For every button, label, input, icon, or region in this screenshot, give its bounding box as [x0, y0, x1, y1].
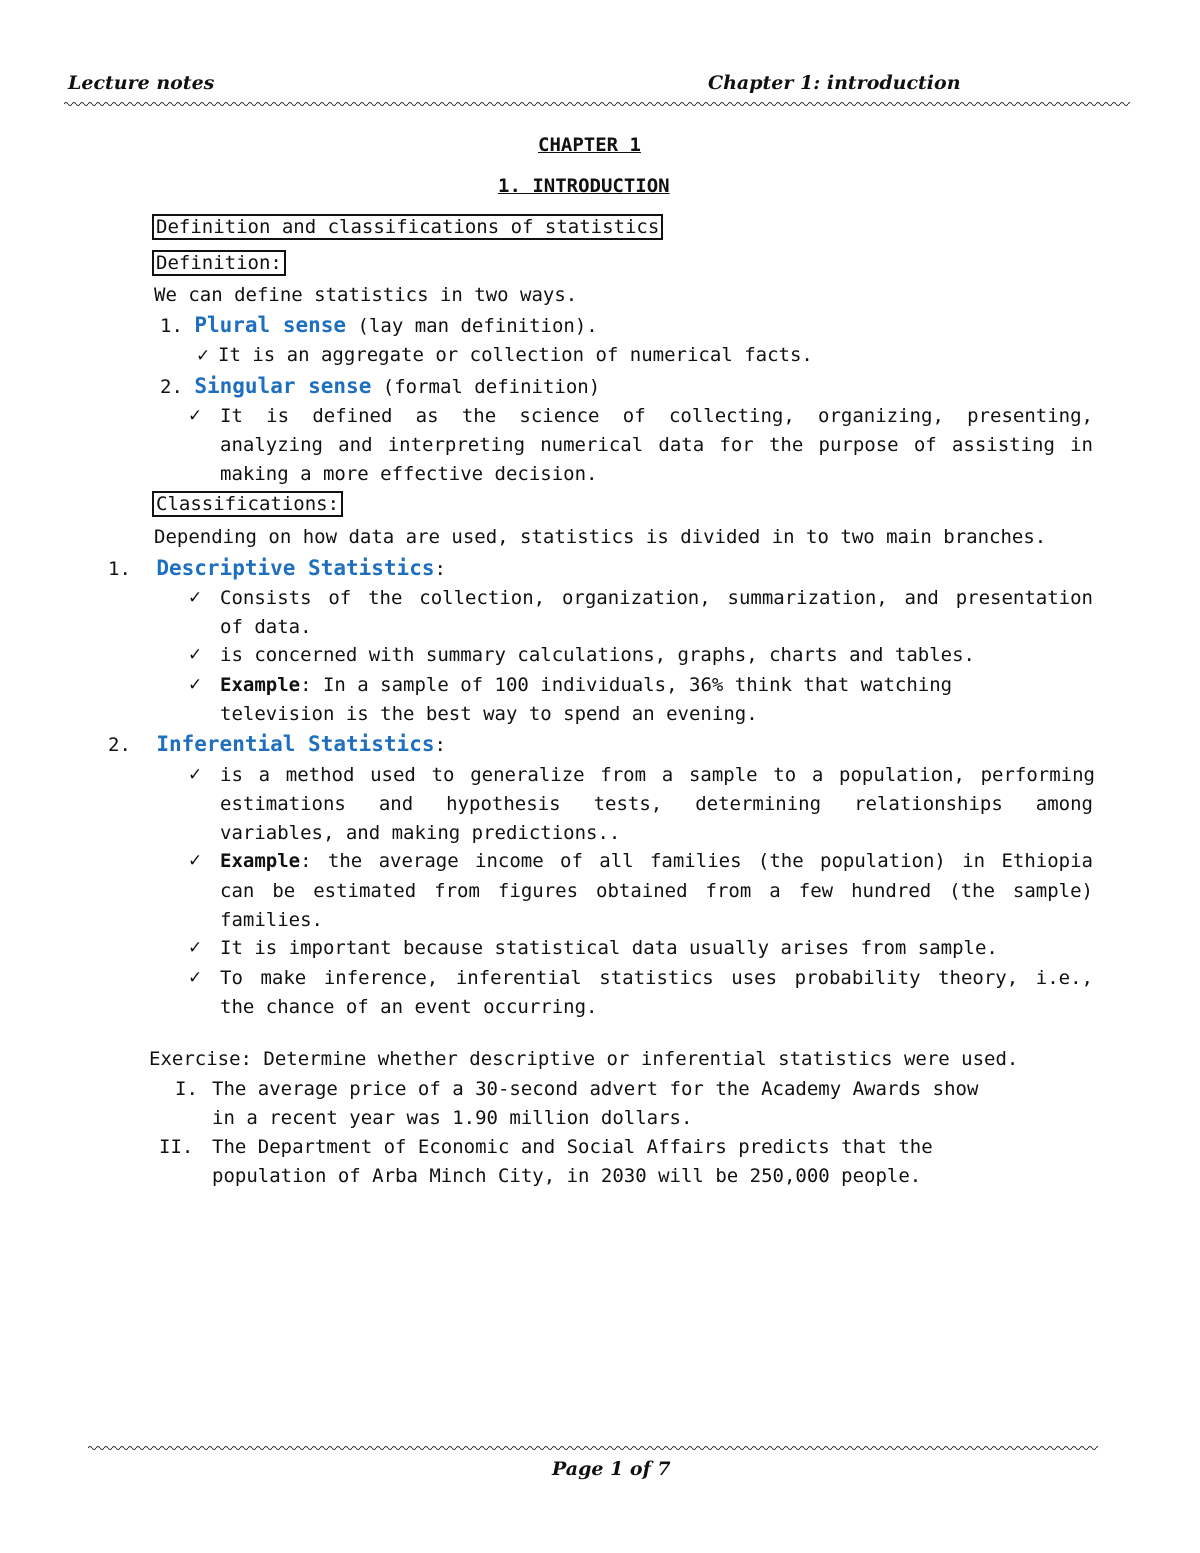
- check-icon: ✓: [188, 765, 203, 785]
- inferential-example-label: Example: [220, 850, 301, 872]
- descriptive-b2: is concerned with summary calculations, graphs, charts and tables.: [220, 644, 975, 666]
- singular-bullet-line-1: It is defined as the science of collecting, organizing, presenting,: [220, 405, 1093, 427]
- check-icon: ✓: [188, 645, 203, 665]
- section-title: 1. INTRODUCTION: [498, 175, 670, 197]
- inferential-b1-line-2: estimations and hypothesis tests, determining relationships among: [220, 793, 1093, 815]
- plural-bullet: [196, 344, 813, 366]
- exercise-ii-line-2: population of Arba Minch City, in 2030 will be 250,000 people.: [212, 1165, 922, 1187]
- inferential-b2-text: : the average income of all families (the population) in Ethiopia: [300, 850, 1093, 872]
- descriptive-heading: [108, 556, 446, 580]
- inferential-b2-line-2: can be estimated from figures obtained from a few hundred (the sample): [220, 880, 1093, 902]
- descriptive-b3-line-1: [220, 674, 952, 696]
- inferential-b4-line-1: To make inference, inferential statistics uses probability theory, i.e.,: [220, 967, 1093, 989]
- singular-num: 2.: [160, 376, 183, 398]
- descriptive-example-label: Example: [220, 674, 301, 696]
- inferential-b1-line-3: variables, and making predictions..: [220, 822, 621, 844]
- check-icon: ✓: [188, 851, 203, 871]
- exercise-i-line-2: in a recent year was 1.90 million dollars.: [212, 1107, 693, 1129]
- check-icon: ✓: [188, 968, 203, 988]
- header-left: Lecture notes: [68, 72, 215, 94]
- inferential-b2-line-3: families.: [220, 909, 323, 931]
- singular-rest: (formal definition): [371, 376, 601, 398]
- descriptive-term: Descriptive Statistics: [156, 556, 435, 580]
- page-number: Page 1 of 7: [552, 1458, 671, 1480]
- inferential-b1-line-1: is a method used to generalize from a sample to a population, performing: [220, 764, 1095, 786]
- descriptive-b3-line-2: television is the best way to spend an evening.: [220, 703, 758, 725]
- classifications-heading: Classifications:: [152, 491, 343, 517]
- inferential-term: Inferential Statistics: [156, 732, 435, 756]
- plural-bullet-text: It is an aggregate or collection of numerical facts.: [218, 344, 813, 366]
- definitions-box-heading: Definition and classifications of statistics: [152, 214, 663, 240]
- singular-sense-line: [160, 374, 600, 398]
- plural-term: Plural sense: [194, 313, 347, 337]
- definition-intro: We can define statistics in two ways.: [154, 284, 578, 306]
- definition-heading: Definition:: [152, 250, 286, 276]
- exercise-ii-num: II.: [159, 1136, 194, 1158]
- check-icon: ✓: [188, 406, 203, 426]
- header-right: Chapter 1: introduction: [708, 72, 961, 94]
- descriptive-b1-line-2: of data.: [220, 616, 312, 638]
- exercise-intro: Exercise: Determine whether descriptive or inferential statistics were used.: [149, 1048, 1019, 1070]
- check-icon: ✓: [188, 938, 203, 958]
- descriptive-colon: :: [434, 558, 446, 580]
- descriptive-b1-line-1: Consists of the collection, organization, summarization, and presentation: [220, 587, 1093, 609]
- classifications-intro: Depending on how data are used, statistics is divided in to two main branches.: [154, 526, 1047, 548]
- chapter-title: CHAPTER 1: [538, 134, 641, 156]
- footer-rule: [88, 1444, 1098, 1452]
- singular-term: Singular sense: [194, 374, 372, 398]
- inferential-num: 2.: [108, 734, 131, 756]
- check-icon: ✓: [188, 675, 203, 695]
- plural-sense-line: [160, 313, 598, 337]
- exercise-i-line-1: The average price of a 30-second advert for the Academy Awards show: [212, 1078, 979, 1100]
- descriptive-num: 1.: [108, 558, 131, 580]
- header-rule: [64, 100, 1130, 108]
- plural-rest: (lay man definition).: [346, 315, 598, 337]
- descriptive-b3-text: : In a sample of 100 individuals, 36% think that watching: [300, 674, 953, 696]
- singular-bullet-line-2: analyzing and interpreting numerical data for the purpose of assisting in: [220, 434, 1093, 456]
- inferential-b2-line-1: [220, 850, 1093, 872]
- check-icon: ✓: [188, 588, 203, 608]
- exercise-ii-line-1: The Department of Economic and Social Affairs predicts that the: [212, 1136, 933, 1158]
- inferential-b4-line-2: the chance of an event occurring.: [220, 996, 598, 1018]
- plural-num: 1.: [160, 315, 183, 337]
- exercise-i-num: I.: [175, 1078, 198, 1100]
- inferential-colon: :: [434, 734, 446, 756]
- inferential-b3: It is important because statistical data usually arises from sample.: [220, 937, 998, 959]
- inferential-heading: [108, 732, 446, 756]
- singular-bullet-line-3: making a more effective decision.: [220, 463, 598, 485]
- check-icon: ✓: [196, 346, 211, 366]
